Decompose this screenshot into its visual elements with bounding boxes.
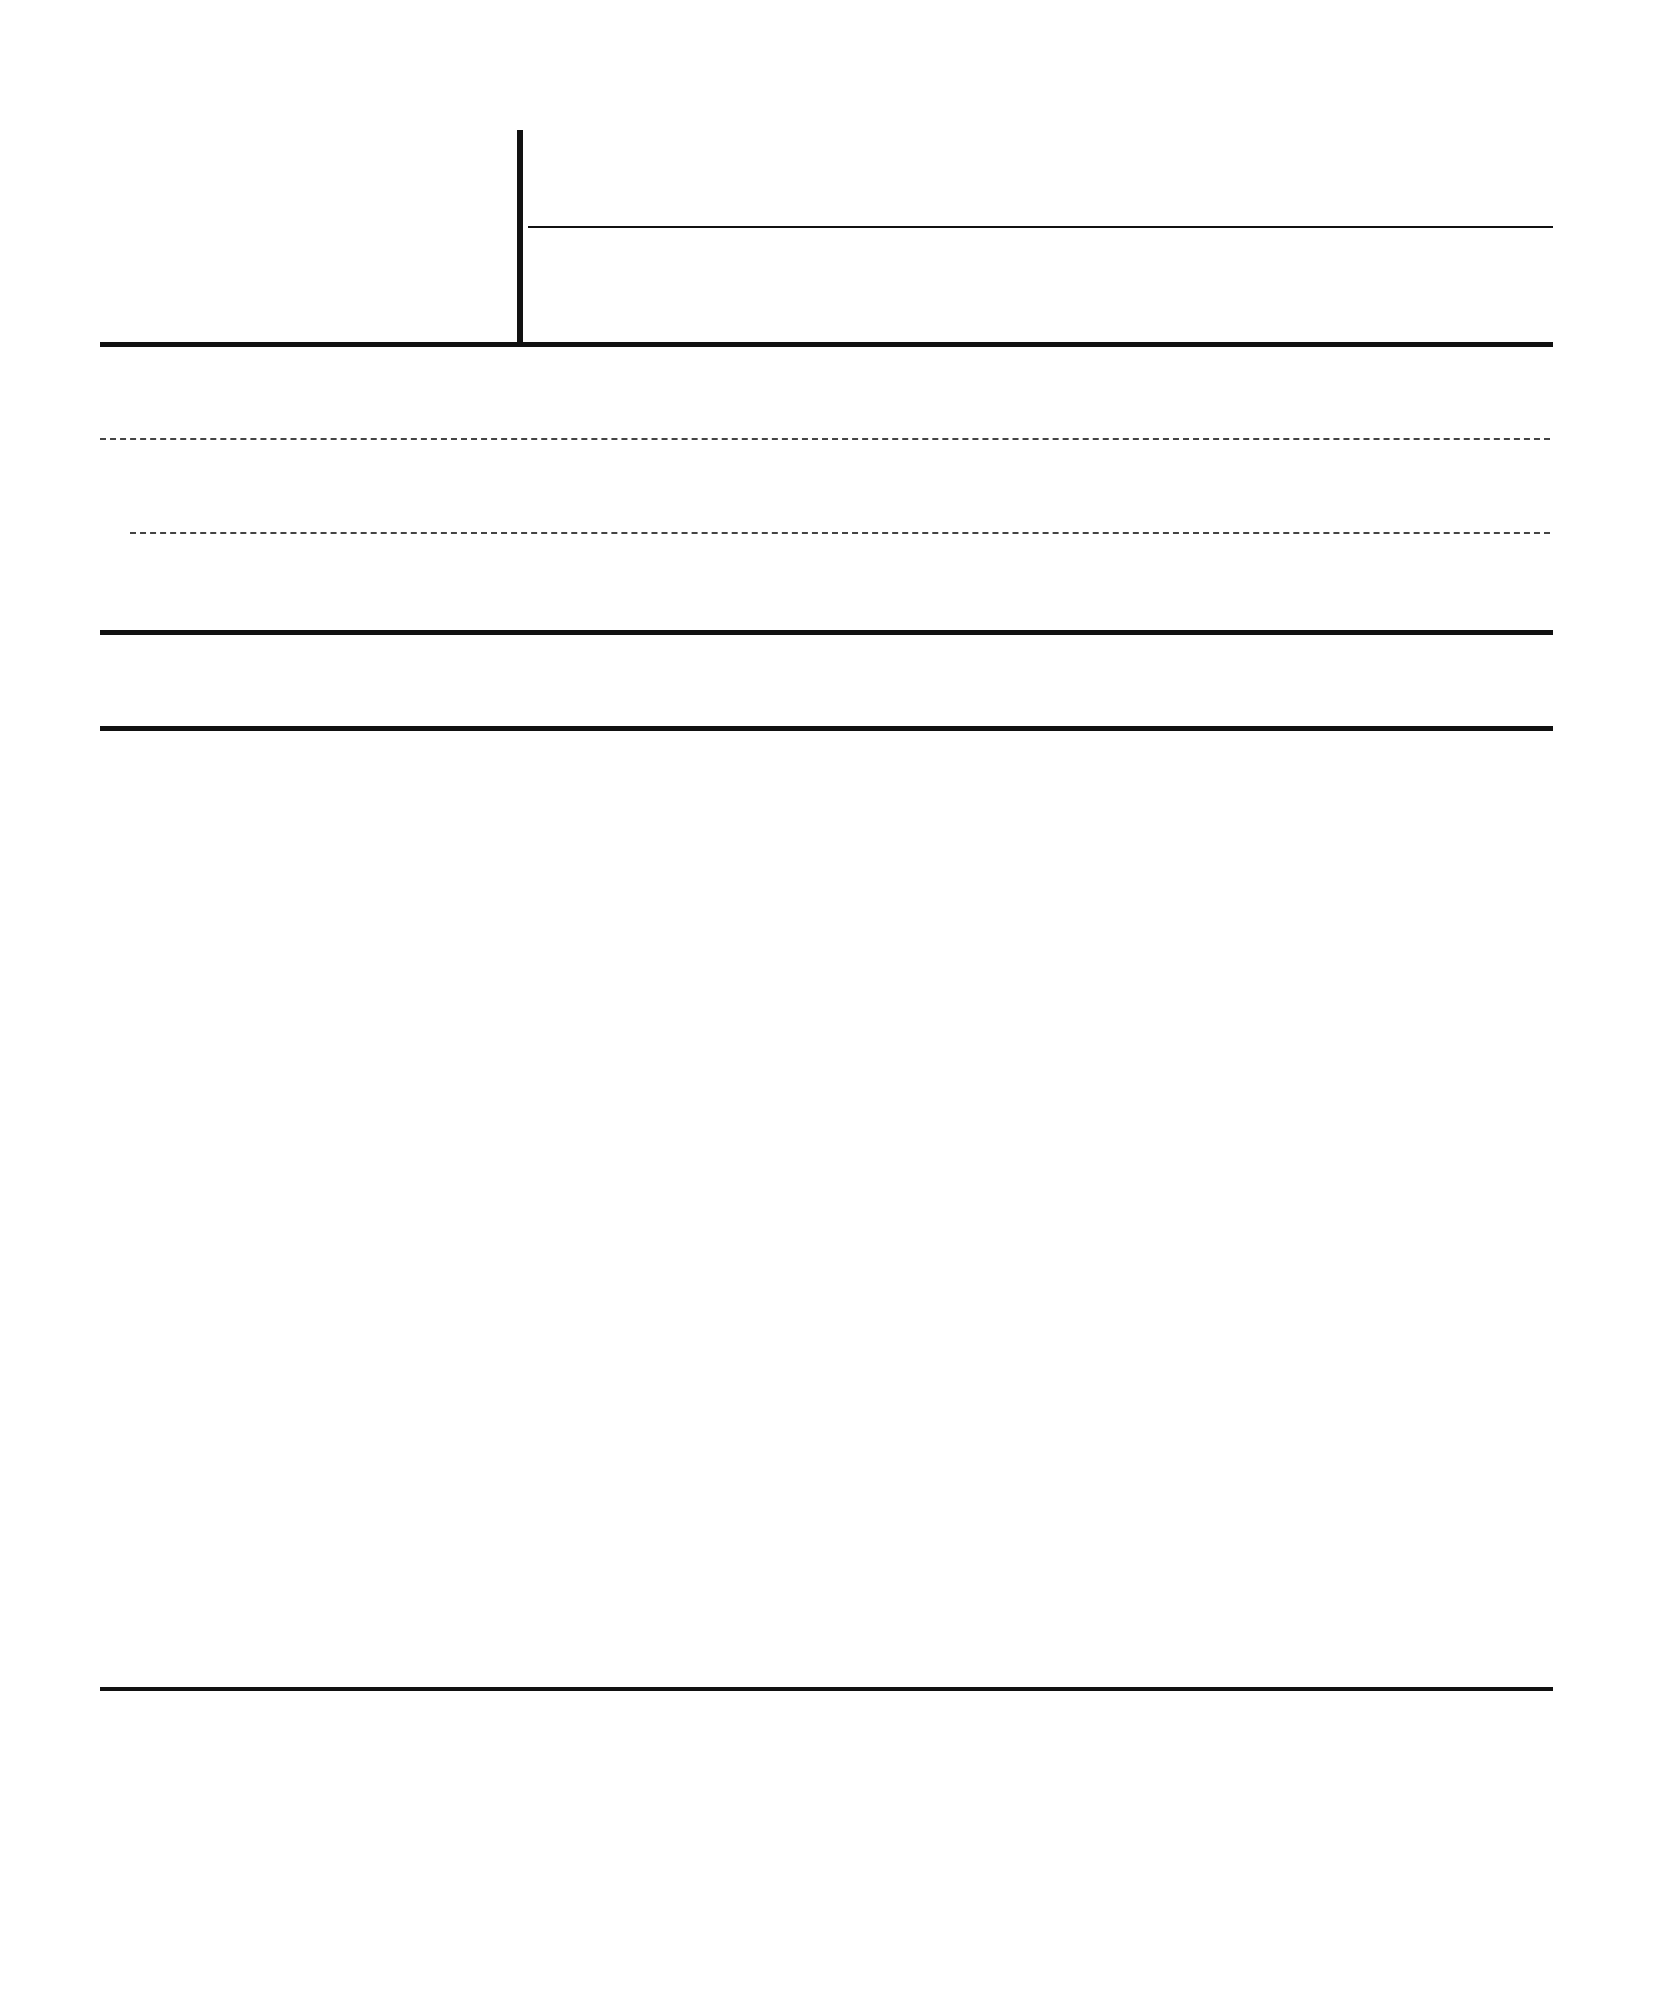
blank-line-1 [100, 438, 1550, 440]
header-sp-m [100, 660, 210, 716]
header-metr-2 [962, 660, 1072, 716]
header-past-2 [1418, 660, 1553, 716]
header-sp-m-2 [846, 660, 960, 716]
title-underline-2 [100, 342, 1553, 347]
header-nr-nr [444, 660, 554, 716]
header-divider [517, 130, 523, 342]
header-metr [212, 660, 326, 716]
header-tr [556, 660, 670, 716]
table-top-rule [100, 630, 1553, 635]
header-tom-2 [1074, 660, 1188, 716]
header-past [672, 660, 838, 716]
header-tom [328, 660, 442, 716]
table-header-rule [100, 726, 1553, 731]
blank-line-2 [130, 532, 1550, 534]
header-nr-nr-2 [1190, 660, 1300, 716]
header-tr-2 [1302, 660, 1416, 716]
title-underline-1 [528, 226, 1553, 228]
table-bottom-rule [100, 1687, 1553, 1691]
